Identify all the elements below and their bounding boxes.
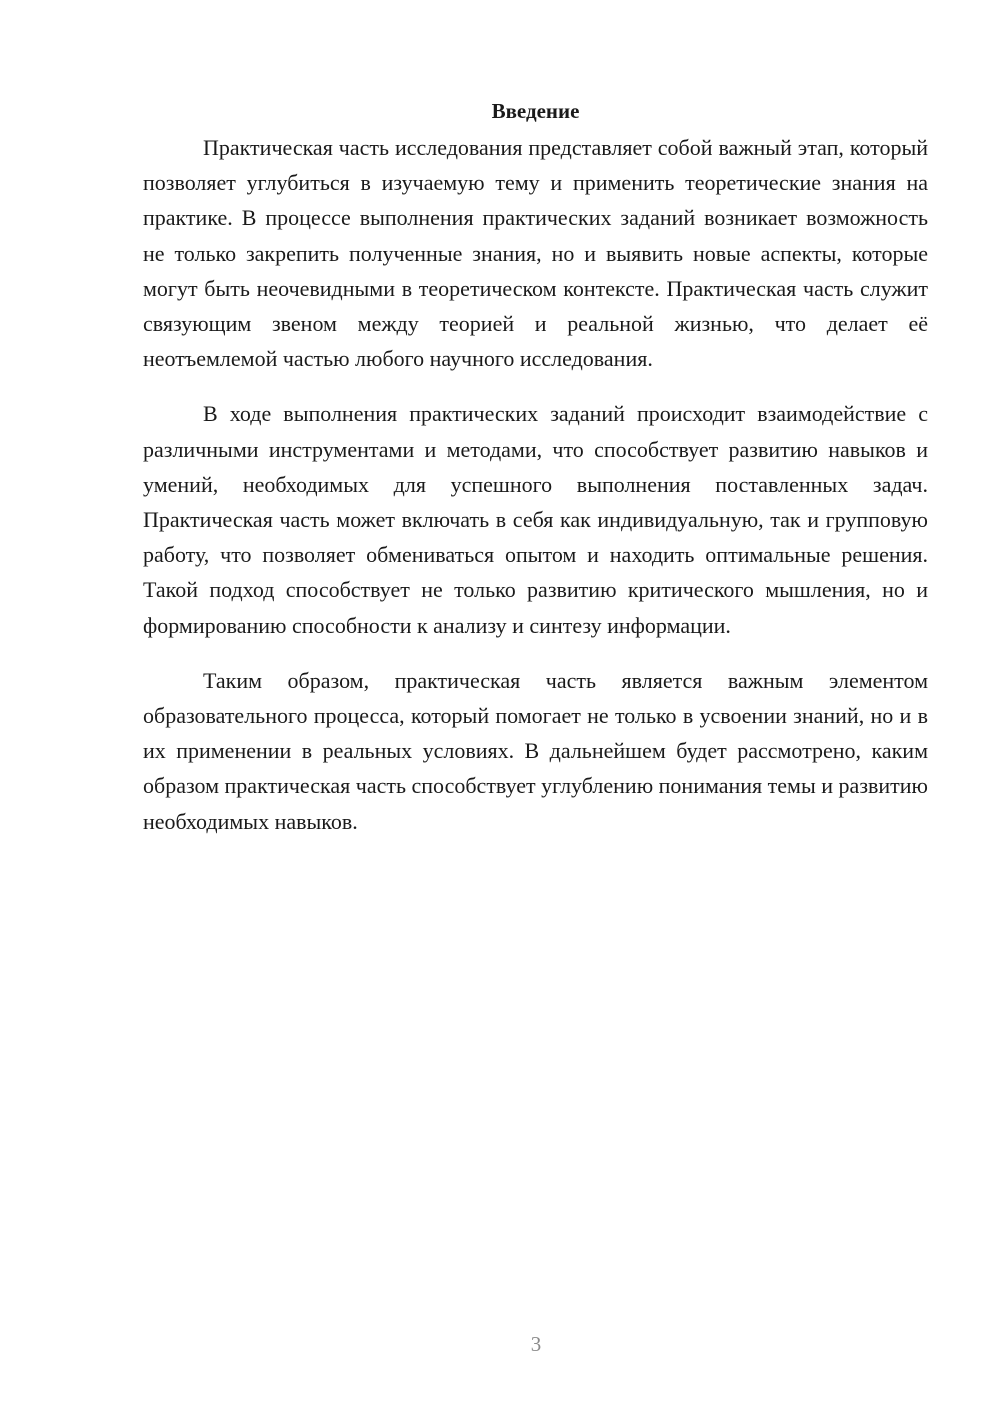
- paragraph-2: В ходе выполнения практических заданий происходит взаимодействие с различными инструментами и методами, что способствует развитию навыков и умений, необходимых для успешного выполнения поставленных задач. Практическая часть может включать в себя как индивидуальную, так и групповую работу, что позволяет обмениваться опытом и находить оптимальные решения. Такой подход способствует не только развитию критического мышления, но и формированию способности к анализу и синтезу информации.: [143, 401, 928, 638]
- page-number: 3: [530, 1332, 542, 1356]
- page-body: [143, 92, 928, 859]
- paragraph-3: Таким образом, практическая часть является важным элементом образовательного процесса, который помогает не только в усвоении знаний, но и в их применении в реальных условиях. В дальнейшем будет рассмотрено, каким образом практическая часть способствует углублению понимания темы и развитию необходимых навыков.: [143, 667, 928, 834]
- paragraph-1: Практическая часть исследования представляет собой важный этап, который позволяет углубиться в изучаемую тему и применить теоретические знания на практике. В процессе выполнения практических заданий возникает возможность не только закрепить полученные знания, но и выявить новые аспекты, которые могут быть неочевидными в теоретическом контексте. Практическая часть служит связующим звеном между теорией и реальной жизнью, что делает её неотъемлемой частью любого научного исследования.: [143, 135, 928, 372]
- section-heading: Введение: [491, 99, 580, 123]
